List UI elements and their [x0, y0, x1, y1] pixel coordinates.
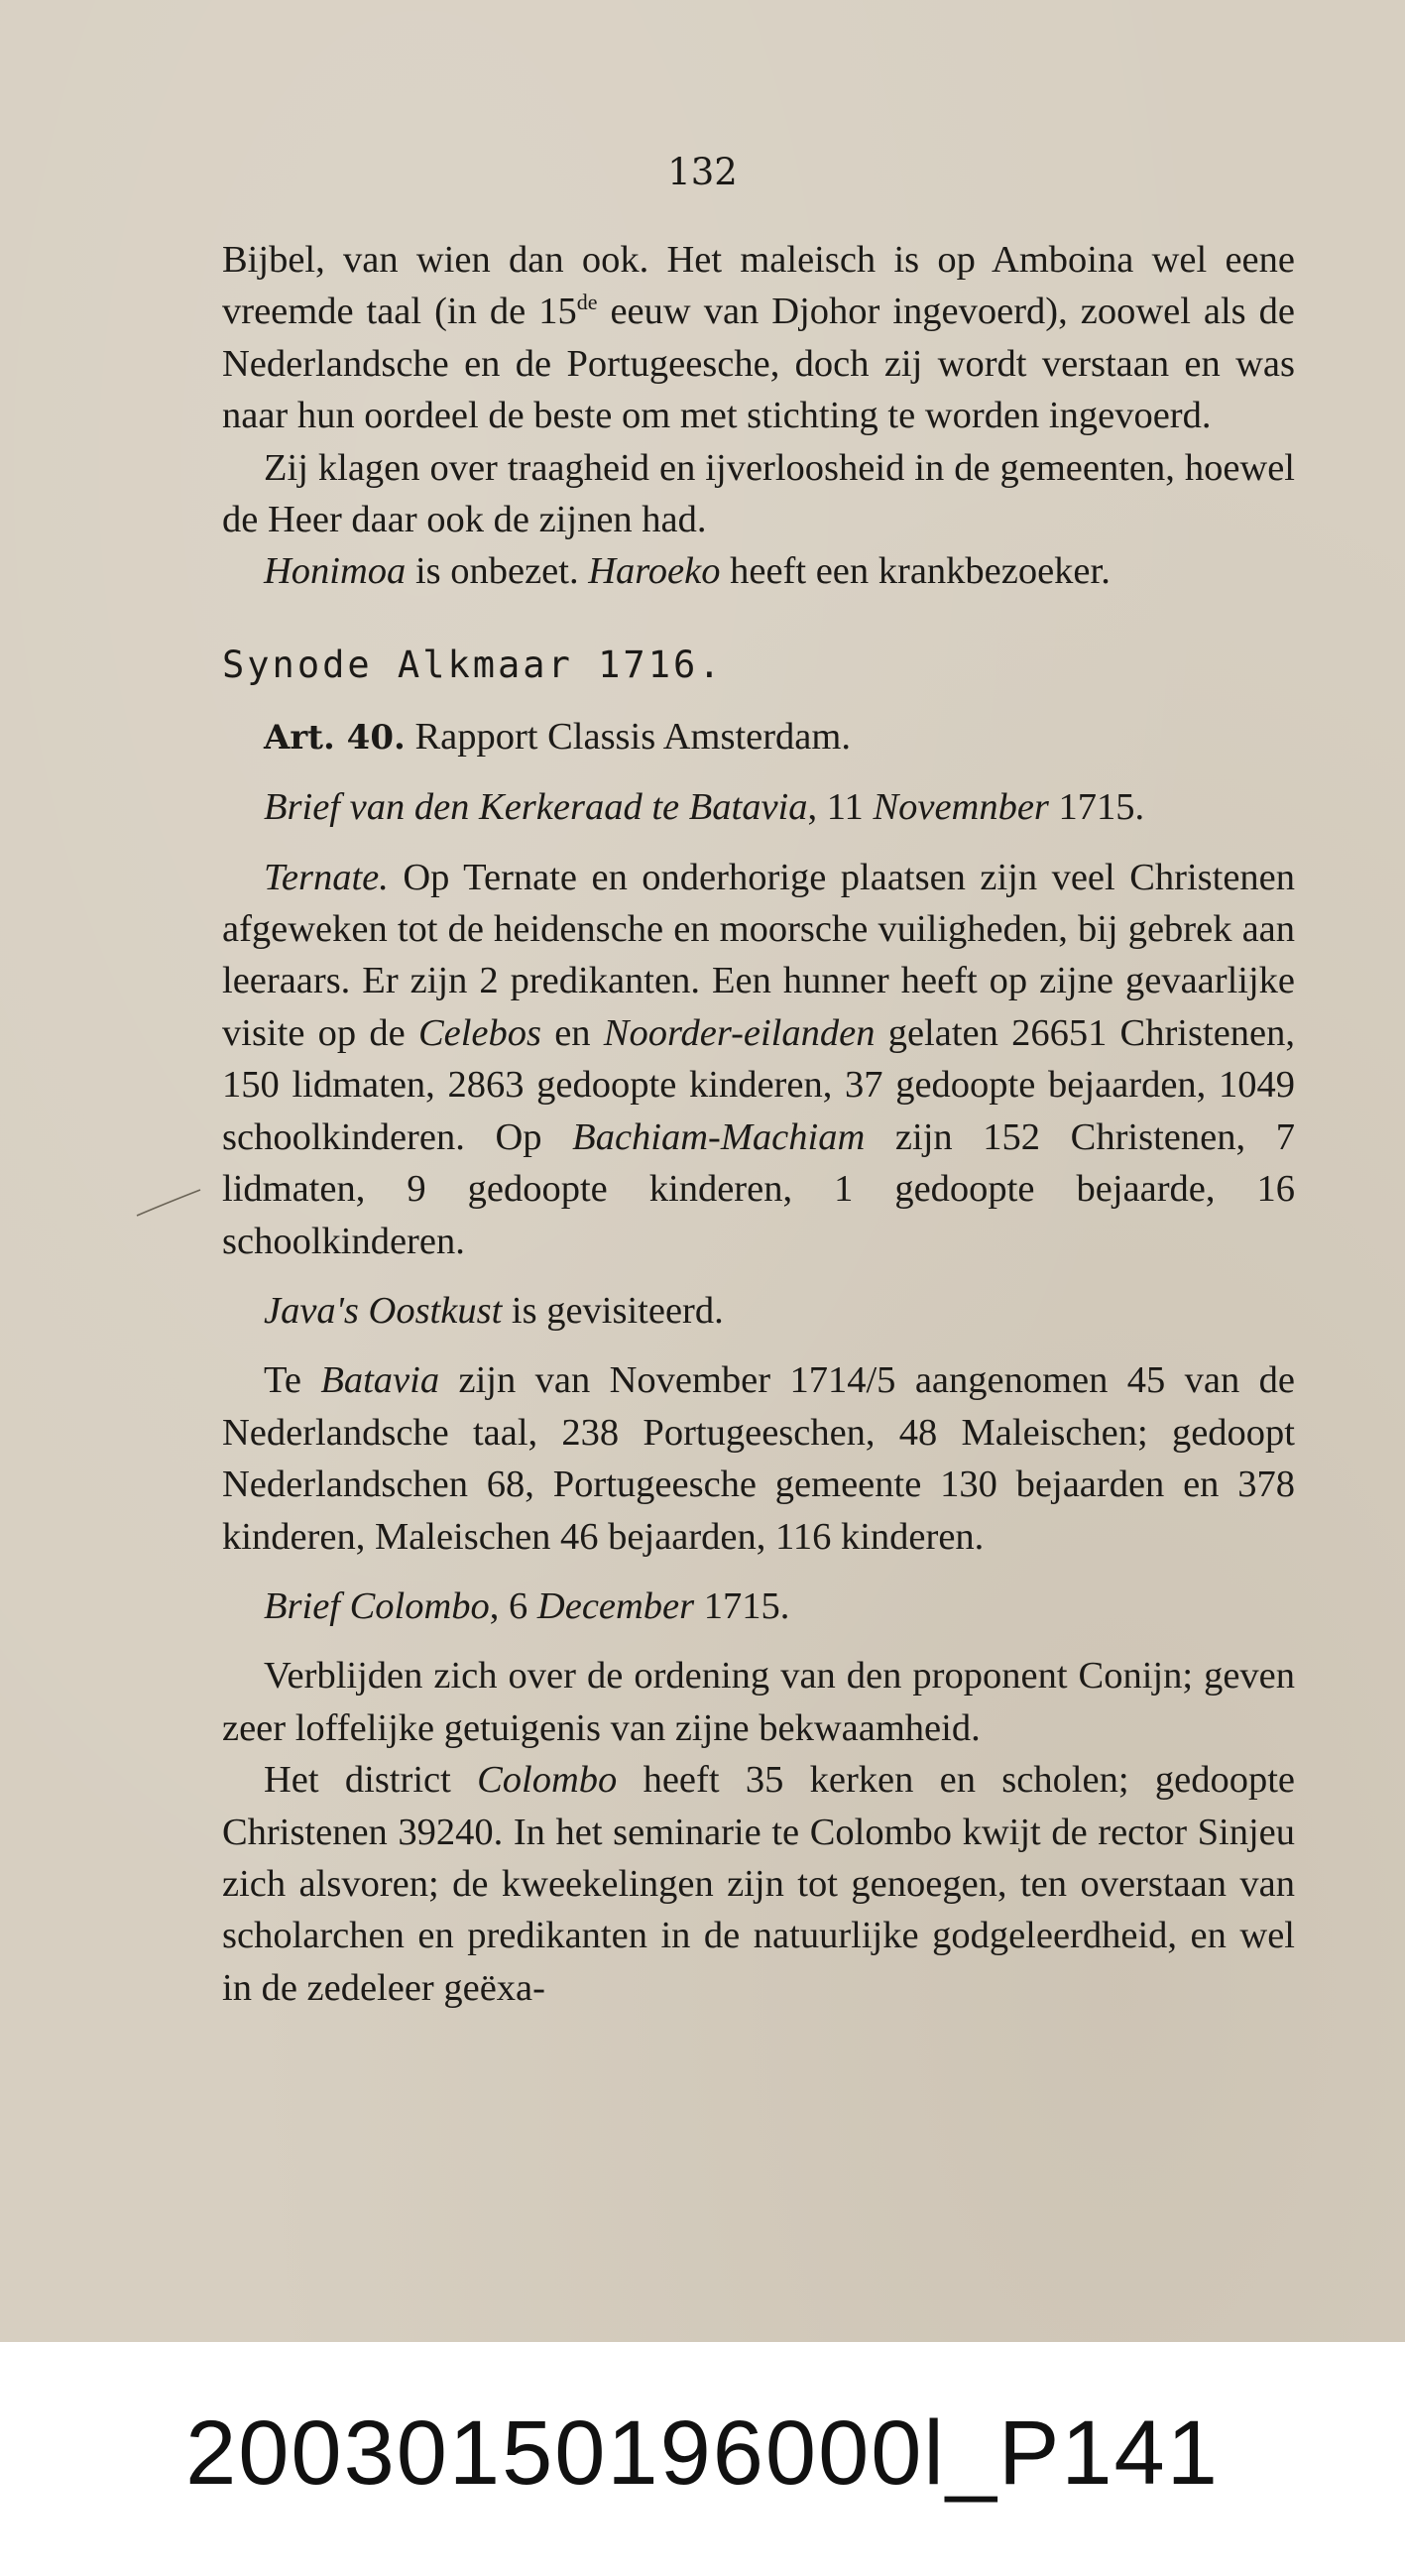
place-celebos: Celebos [417, 1011, 541, 1054]
stray-pen-mark [135, 1186, 204, 1220]
paragraph-batavia [222, 1354, 1295, 1563]
body-text [222, 234, 1295, 2014]
article-text: Rapport Classis Amsterdam. [405, 715, 851, 758]
place-honimoa: Honimoa [264, 550, 407, 593]
brief-batavia-year: 1715. [1048, 786, 1145, 829]
place-batavia: Batavia [320, 1359, 440, 1402]
paragraph-verblijden: Verblijden zich over de ordening van den proponent Conijn; geven zeer loffelijke getuigenis van zijne bekwaamheid. [222, 1655, 1295, 1749]
honimoa-text: is onbezet. [406, 550, 589, 593]
page-number: 132 [667, 151, 738, 193]
place-colombo: Colombo [477, 1759, 618, 1802]
brief-colombo-month: December [536, 1584, 695, 1627]
batavia-text-a: Te [264, 1359, 321, 1402]
paragraph-ternate [222, 852, 1295, 1267]
paragraph-zij-klagen: Zij klagen over traagheid en ijverloosheid in de gemeenten, hoewel de Heer daar ook de zijnen had. [222, 446, 1295, 541]
ternate-text-a: Op Ternate en onderhorige plaatsen zijn veel Christenen afgeweken tot de heidensche en moorsche vuiligheden, bij gebrek aan leeraars. Er zijn 2 predikanten. Een hunner heeft op zijne gevaarlijke visite op de [222, 856, 1295, 1054]
brief-batavia-month: Novemnber [873, 786, 1049, 829]
java-text: is gevisiteerd. [502, 1289, 724, 1332]
brief-batavia-day: , 11 [807, 786, 874, 829]
place-bachiam-machiam: Bachiam-Machiam [572, 1115, 866, 1158]
brief-batavia-title: Brief van den Kerkeraad te Batavia [264, 786, 808, 829]
brief-colombo-day: , 6 [489, 1584, 537, 1627]
place-noorder-eilanden: Noorder-eilanden [603, 1011, 876, 1054]
paragraph-bijbel [222, 234, 1295, 442]
paragraph-art-40 [222, 711, 1295, 763]
district-text-b: heeft 35 kerken en scholen; gedoopte Christenen 39240. In het seminarie te Colombo kwijt de rector Sinjeu zich alsvoren; de kweekelingen zijn tot genoegen, ten overstaan van scholarchen en predikanten in de natuurlijke godgeleerdheid, en wel in de zedeleer geëxa- [222, 1759, 1295, 2009]
ternate-text-d: zijn 152 Christenen, 7 lidmaten, 9 gedoopte kinderen, 1 gedoopte bejaarde, 16 schoolkinderen. [222, 1115, 1295, 1262]
haroeko-text: heeft een krankbezoeker. [720, 550, 1111, 593]
paragraph-java [222, 1285, 1295, 1337]
ternate-text-c: gelaten 26651 Christenen, 150 lidmaten, 2863 gedoopte kinderen, 37 gedoopte bejaarden, 1049 schoolkinderen. Op [222, 1011, 1295, 1158]
bijbel-text-a: Bijbel, van wien dan ook. Het maleisch is op Amboina wel eene vreemde taal (in de 15 [222, 239, 1295, 333]
place-java-oostkust: Java's Oostkust [264, 1289, 503, 1332]
paragraph-brief-batavia [222, 781, 1295, 833]
place-ternate: Ternate. [264, 856, 389, 898]
brief-colombo-title: Brief Colombo [264, 1584, 490, 1627]
bijbel-text-b: eeuw van Djohor ingevoerd), zoowel als de Nederlandsche en de Portugeesche, doch zij wordt verstaan en was naar hun oordeel de beste om met stichting te worden ingevoerd. [222, 291, 1295, 437]
district-text-a: Het district [264, 1759, 478, 1802]
place-haroeko: Haroeko [588, 550, 721, 593]
ternate-text-b: en [540, 1011, 604, 1054]
batavia-text-b: zijn van November 1714/5 aangenomen 45 van de Nederlandsche taal, 238 Portugeeschen, 48 Maleischen; gedoopt Nederlandschen 68, Portugeesche gemeente 130 bejaarden en 378 kinderen, Maleischen 46 bejaarden, 116 kinderen. [222, 1359, 1295, 1558]
paragraph-brief-colombo [222, 1581, 1295, 1632]
superscript-de: de [576, 290, 598, 315]
section-heading: Synode Alkmaar 1716. [222, 643, 724, 686]
identifier-strip [0, 2342, 1405, 2576]
brief-colombo-year: 1715. [694, 1584, 790, 1627]
paragraph-district-colombo [222, 1754, 1295, 2014]
article-label: Art. 40. [264, 717, 406, 758]
paragraph-honimoa [222, 545, 1295, 597]
document-identifier: 20030150196000l_P141 [185, 2402, 1220, 2504]
